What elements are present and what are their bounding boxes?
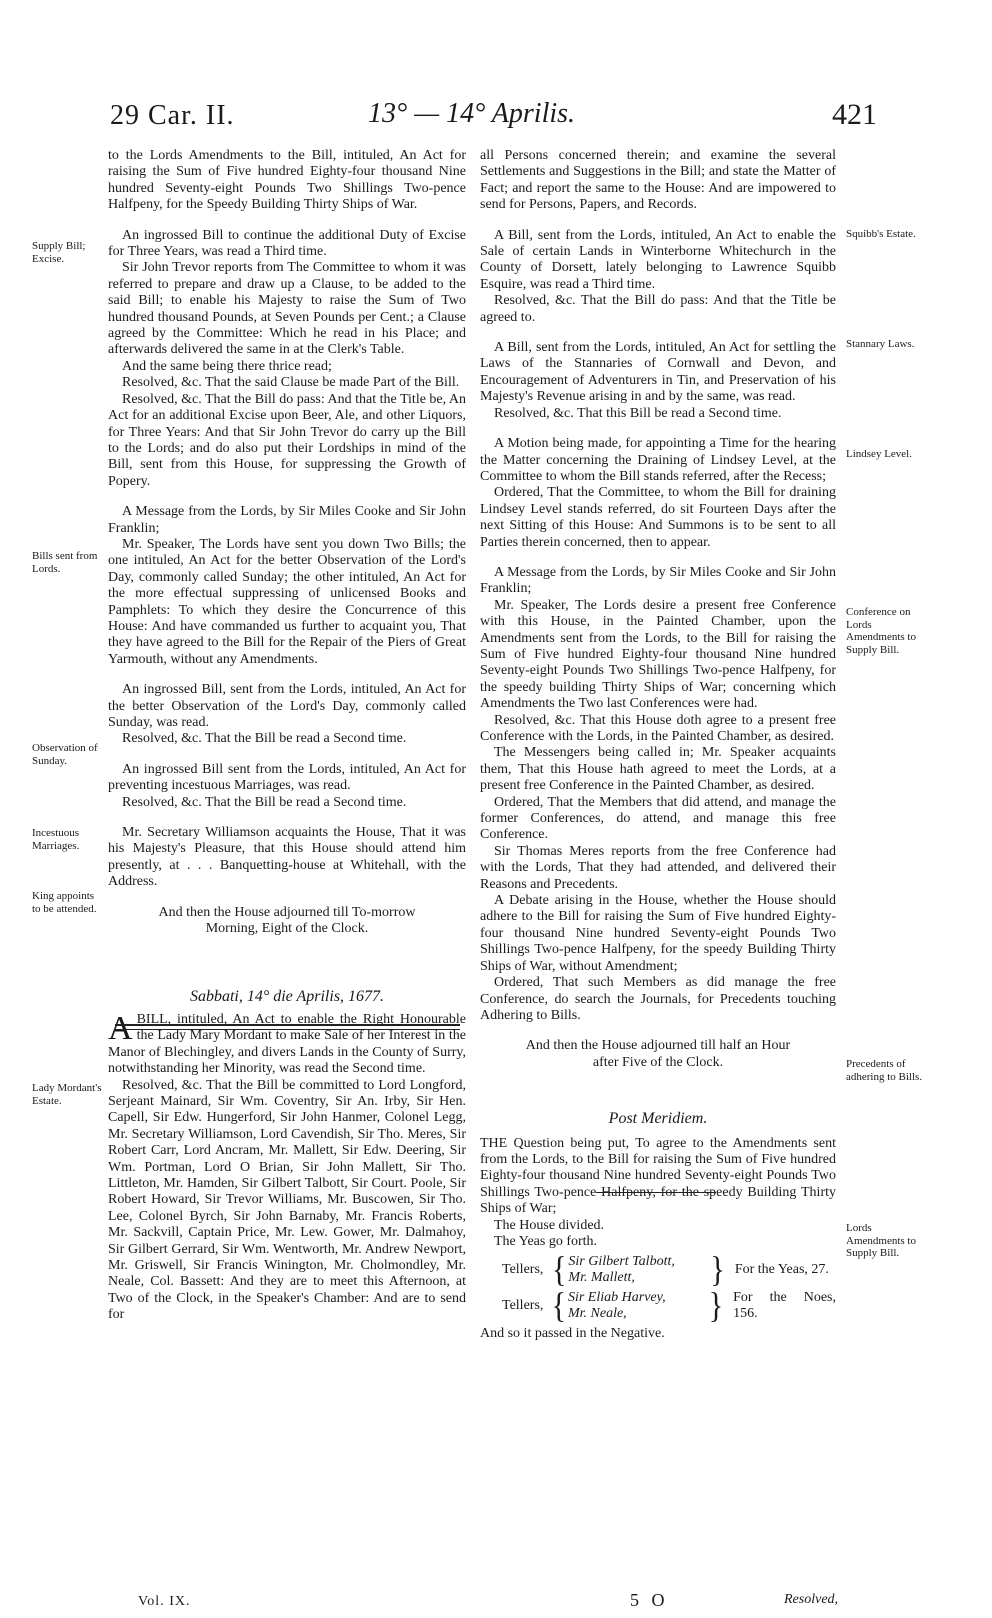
paragraph: An ingrossed Bill to continue the additional Duty of Excise for Three Years, was read a Third time. <box>108 227 466 260</box>
paragraph: The Messengers being called in; Mr. Speaker acquaints them, That this House hath agreed to meet the Lords, at a present free Conference in the Painted Chamber, as desired. <box>480 745 836 794</box>
section-heading: Sabbati, 14° die Aprilis, 1677. <box>189 988 385 1006</box>
paragraph: Sir John Trevor reports from The Committee to whom it was referred to prepare and draw up a Clause, to be added to the said Bill; to enable his Majesty to raise the Sum of Two hundred thousand Pounds, at Seven Pounds per Cent.; a Clause agreed by the Committee: Which he read in his Place; and afterwards delivered the same in at the Clerk's Table. <box>108 260 466 358</box>
division-tellers <box>502 1249 836 1326</box>
teller-name: Sir Gilbert Talbott, <box>568 1254 675 1270</box>
paragraph: And the same being there thrice read; <box>122 358 332 374</box>
tellers-label: Tellers, <box>502 1298 544 1314</box>
section-rule <box>115 1024 460 1030</box>
paragraph: A Bill, sent from the Lords, intituled, An Act for settling the Laws of the Stannaries of Cornwall and Devon, and Encouragement of Adventurers in Tin, and Preservation of his Majesty's Revenue arising in and by the same, was read. <box>480 340 836 405</box>
paragraph: Resolved, &c. That this Bill be read a Second time. <box>494 405 782 421</box>
adjournment: And then the House adjourned till half an Hour after Five of the Clock. <box>525 1038 791 1070</box>
paragraph: The Yeas go forth. <box>494 1233 598 1249</box>
page-number: 421 <box>832 98 877 131</box>
teller-name: Sir Eliab Harvey, <box>567 1290 666 1306</box>
tellers-noes: Tellers, { Sir Eliab Harvey, Mr. Neale, } For the Noes, 156. <box>502 1285 836 1326</box>
paragraph: to the Lords Amendments to the Bill, intituled, An Act for raising the Sum of Five hundred Eighty-four thousand Nine hundred Seventy-eight Pounds Two Shillings Two-pence Halfpeny, for the Speedy Building Thirty Ships of War. <box>108 148 466 213</box>
margin-note: Observation of Sunday. <box>32 742 98 767</box>
paragraph: An ingrossed Bill, sent from the Lords, intituled, An Act for the better Observation of the Lord's Day, commonly called Sunday, was read. <box>108 682 466 730</box>
date-heading: 13° — 14° Aprilis. <box>368 98 576 129</box>
margin-note: Precedents of adhering to Bills. <box>846 1058 923 1083</box>
teller-name: Mr. Mallett, <box>568 1270 635 1286</box>
paragraph: Mr. Speaker, The Lords desire a present free Conference with this House, in the Painted Chamber, upon the Amendments sent from the Lords, to the Bill for raising the Sum of Five hundred Eighty-four thousand Nine hundred Seventy-eight Pounds Two Shillings Two-pence Halfpeny, for the speedy building Thirty Ships of War; concerning which Amendments the Two last Conferences were had. <box>480 597 836 712</box>
margin-note: Lords Amendments to Supply Bill. <box>846 1222 916 1259</box>
paragraph: A Message from the Lords, by Sir Miles Cooke and Sir John Franklin; <box>108 504 466 536</box>
section-rule <box>596 1192 716 1193</box>
paragraph: Ordered, That the Committee, to whom the Bill for draining Lindsey Level stands referred, do sit Fourteen Days after the next Sitting of this House: And Summons is to be sent to all Parties therein concerned, then to appear. <box>480 485 836 550</box>
paragraph: Ordered, That the Members that did attend, and manage the former Conferences, do attend, and manage this free Conference. <box>480 794 836 843</box>
paragraph: A Motion being made, for appointing a Time for the hearing the Matter concerning the Draining of Lindsey Level, at the Committee to whom the Bill stands referred, after the Recess; <box>480 436 836 484</box>
tellers-label: Tellers, <box>502 1262 544 1278</box>
paragraph: all Persons concerned therein; and examine the several Settlements and Suggestions in the Bill; and state the Matter of Fact; and report the same to the House: And are impowered to send for Persons, Papers, and Records. <box>480 148 836 213</box>
margin-note: Conference on Lords Amendments to Supply Bill. <box>846 606 916 656</box>
right-column <box>480 148 836 1343</box>
paragraph: An ingrossed Bill sent from the Lords, intituled, An Act for preventing incestuous Marriages, was read. <box>108 761 466 794</box>
left-column <box>108 148 466 1324</box>
paragraph: A Message from the Lords, by Sir Miles Cooke and Sir John Franklin; <box>480 564 836 597</box>
section-heading: Post Meridiem. <box>608 1110 708 1128</box>
tellers-yeas: Tellers, { Sir Gilbert Talbott, Mr. Mallett, } For the Yeas, 27. <box>502 1249 829 1290</box>
paragraph <box>108 1009 466 1078</box>
margin-note: Incestuous Marriages. <box>32 827 80 852</box>
paragraph: The House divided. <box>494 1217 605 1233</box>
paragraph: A Debate arising in the House, whether the House should adhere to the Bill for raising the Sum of Five hundred Eighty-four thousand Nine hundred Seventy-eight Pounds Two Shillings Two-pence Halfpeny, for the speedy Building Thirty Ships of War, without Amendment; <box>480 893 836 974</box>
adjournment: And then the House adjourned till To-morrow Morning, Eight of the Clock. <box>158 904 416 937</box>
page-header <box>110 98 877 142</box>
margin-note: Bills sent from Lords. <box>32 550 98 575</box>
margin-note: Stannary Laws. <box>846 338 915 350</box>
catchword: Resolved, <box>784 1592 839 1607</box>
paragraph: Resolved, &c. That the Bill be committed to Lord Longford, Serjeant Mainard, Sir Wm. Coventry, Sir An. Irby, Sir Hen. Capell, Sir Edw. Hungerford, Sir John Hanmer, Colonel Legg, Mr. Secretary Williamson, Lord Cavendish, Sir Tho. Meres, Sir Robert Carr, Lord Ancram, Mr. Mallett, Sir Edw. Deering, Sir Wm. Portman, Lord O Brian, Sir John Mallett, Sir Tho. Littleton, Mr. Hamden, Sir Gilbert Talbott, Sir Court. Poole, Sir Robert Howard, Sir Trevor Williams, Mr. Buscowen, Sir Tho. Lee, Colonel Byrch, Sir John Barnaby, Mr. Francis Roberts, Mr. Sackvill, Captain Price, Mr. Lew. Gower, Mr. Dalmahoy, Sir Gilbert Gerrard, Sir Wm. Wentworth, Mr. Andrew Newport, Mr. Griswell, Sir Francis Winington, Mr. Cholmondley, Mr. Neale, Col. Bassett: And they are to meet this Afternoon, at Two of the Clock, in the Speaker's Chamber: And are to send for <box>108 1077 466 1323</box>
paragraph-text: BILL, intituled, An Act to enable the Right Honourable the Lady Mary Mordant to make Sale of her Interest in the Manor of Blechingley, and divers Lands in the County of Surry, notwithstanding her Minority, was read the Second time. <box>108 1011 466 1077</box>
margin-note: Lady Mordant's Estate. <box>32 1082 102 1107</box>
paragraph: Mr. Speaker, The Lords have sent you down Two Bills; the one intituled, An Act for the better Observation of the Lord's Day, commonly called Sunday; the other intituled, An Act for the more effectual suppressing of unlicensed Books and Pamphlets: To which they desire the Concurrence of this House: And have commanded us further to acquaint you, That they have agreed to the Bill for the Repair of the Piers of Great Yarmouth, without any Amendments. <box>108 536 466 667</box>
paragraph: And so it passed in the Negative. <box>480 1326 665 1342</box>
volume-label: Vol. IX. <box>138 1594 191 1609</box>
paragraph: THE Question being put, To agree to the Amendments sent from the Lords, to the Bill for raising the Sum of Five hundred Eighty-four thousand Nine hundred Seventy-eight Pounds Two Shillings Two-pence Halfpeny, for the speedy Building Thirty Ships of War; <box>480 1135 836 1217</box>
drop-cap: A <box>108 1009 133 1047</box>
paragraph: Resolved, &c. That the Bill be read a Second time. <box>122 731 407 747</box>
paragraph: Sir Thomas Meres reports from the free Conference had with the Lords, That they had attended, and delivered their Reasons and Precedents. <box>480 843 836 892</box>
paragraph: Resolved, &c. That this House doth agree to a present free Conference with the Lords, in the Painted Chamber, as desired. <box>480 712 836 744</box>
noes-count: For the Noes, 156. <box>733 1290 836 1322</box>
paragraph: Resolved, &c. That the said Clause be made Part of the Bill. <box>122 375 460 391</box>
margin-note: Supply Bill; Excise. <box>32 240 86 265</box>
yeas-count: For the Yeas, 27. <box>734 1262 829 1278</box>
paragraph: Mr. Secretary Williamson acquaints the House, That it was his Majesty's Pleasure, that this House should attend him presently, at . . . Banquetting-house at Whitehall, with the Address. <box>108 825 466 890</box>
regnal-year: 29 Car. II. <box>110 100 235 131</box>
paragraph: A Bill, sent from the Lords, intituled, An Act to enable the Sale of certain Lands in Winterborne Whitechurch in the County of Dorsett, lately belonging to Lawrence Squibb Esquire, was read a Third time. <box>480 227 836 292</box>
margin-note: King appoints to be attended. <box>32 890 97 915</box>
paragraph: Resolved, &c. That the Bill do pass: And that the Title be agreed to. <box>480 293 836 325</box>
signature-mark: 5 O <box>630 1590 669 1610</box>
teller-name: Mr. Neale, <box>567 1306 627 1322</box>
margin-note: Lindsey Level. <box>846 448 912 460</box>
paragraph: Resolved, &c. That the Bill be read a Second time. <box>122 794 407 810</box>
margin-note: Squibb's Estate. <box>846 228 916 240</box>
paragraph: Resolved, &c. That the Bill do pass: And that the Title be, An Act for an additional Excise upon Beer, Ale, and other Liquors, for Three Years: And that Sir John Trevor do carry up the Bill to the Lords; and do also put their Lordships in mind of the Bill, sent from this House, for suppressing the Growth of Popery. <box>108 391 466 489</box>
paragraph: Ordered, That such Members as did manage the free Conference, do search the Journals, for Precedents touching Adhering to Bills. <box>480 975 836 1023</box>
